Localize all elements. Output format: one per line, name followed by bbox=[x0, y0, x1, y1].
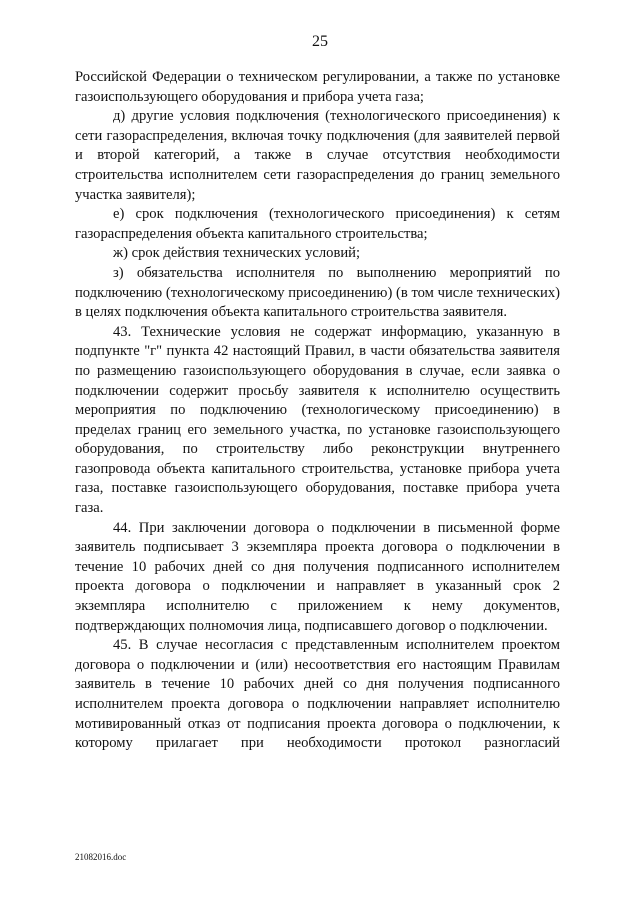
paragraph-item-d: д) другие условия подключения (технологического присоединения) к сети газораспределения, включая точку подключения (для заявителей первой и второй категорий, а также в случае отсутствия необходимости строительства исполнителем сети газораспределения до границ земельного участка заявителя); bbox=[75, 108, 560, 203]
document-body bbox=[75, 68, 560, 754]
paragraph-item-zh: ж) срок действия технических условий; bbox=[113, 245, 361, 262]
paragraph-item-z: з) обязательства исполнителя по выполнению мероприятий по подключению (технологическому присоединению) (в том числе технических) в целях подключения объекта капитального строительства заявителя. bbox=[75, 264, 560, 321]
page-number: 25 bbox=[312, 33, 328, 50]
paragraph-43: 43. Технические условия не содержат информацию, указанную в подпункте "г" пункта 42 настоящий Правил, в части обязательства заявителя по размещению газоиспользующего оборудования в случае, если заявка о подключении содержит просьбу заявителя к исполнителю осуществить мероприятия по подключению (технологическому присоединению) в пределах границ его земельного участка, по установке газоиспользующего оборудования, по строительству либо реконструкции внутреннего газопровода объекта капитального строительства, установке прибора учета газа, поставке газоиспользующего оборудования, поставке прибора учета газа. bbox=[75, 323, 560, 517]
paragraph-item-e: е) срок подключения (технологического присоединения) к сетям газораспределения объекта капитального строительства; bbox=[75, 206, 560, 242]
paragraph-44: 44. При заключении договора о подключении в письменной форме заявитель подписывает 3 экземпляра проекта договора о подключении в течение 10 рабочих дней со дня получения подписанного исполнителем проекта договора о подключении и направляет в указанный срок 2 экземпляра исполнителю с приложением к нему документов, подтверждающих полномочия лица, подписавшего договор о подключении. bbox=[75, 519, 560, 634]
paragraph-continuation: Российской Федерации о техническом регулировании, а также по установке газоиспользующего оборудования и прибора учета газа; bbox=[75, 69, 560, 105]
document-file-reference: 21082016.doc bbox=[75, 852, 127, 862]
paragraph-45: 45. В случае несогласия с представленным исполнителем проектом договора о подключении и (или) несоответствия его настоящим Правилам заявитель в течение 10 рабочих дней со дня получения подписанного исполнителем проекта договора о подключении направляет исполнителю мотивированный отказ от подписания проекта договора о подключении, к которому прилагает при необходимости протокол разногласий bbox=[75, 637, 560, 752]
